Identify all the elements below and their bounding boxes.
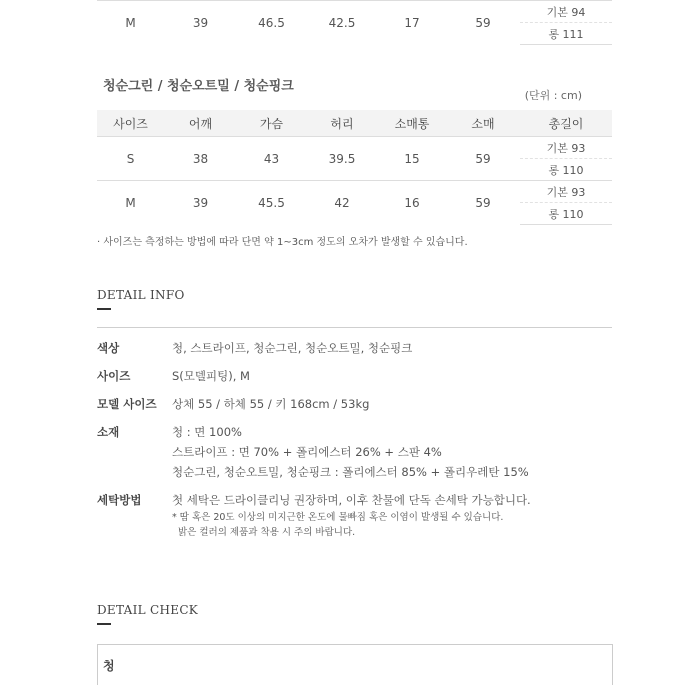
cell-waist: 39.5 xyxy=(306,137,378,181)
header-sleeve-width: 소매통 xyxy=(378,110,446,137)
info-label: 사이즈 xyxy=(97,369,131,383)
header-chest: 가슴 xyxy=(237,110,306,137)
info-value xyxy=(172,422,529,482)
cell-length-long: 롱 110 xyxy=(520,159,612,181)
cell-waist: 42.5 xyxy=(306,1,378,45)
size-table-denim xyxy=(97,0,612,45)
cell-size-m: M xyxy=(97,181,164,225)
cell-sleeve-width: 16 xyxy=(378,181,446,225)
info-value: S(모델피팅), M xyxy=(172,369,250,383)
cell-chest: 43 xyxy=(237,137,306,181)
header-shoulder: 어깨 xyxy=(164,110,237,137)
cell-sleeve: 59 xyxy=(446,181,520,225)
info-label: 세탁방법 xyxy=(97,493,142,507)
cell-size-m: M xyxy=(97,1,164,45)
size-note: · 사이즈는 측정하는 방법에 따라 단면 약 1~3cm 정도의 오차가 발생할 수 있습니다. xyxy=(97,237,468,248)
info-label: 모델 사이즈 xyxy=(97,397,157,411)
detail-check-heading: DETAIL CHECK xyxy=(97,603,199,617)
cell-sleeve-width: 17 xyxy=(378,1,446,45)
cell-shoulder: 38 xyxy=(164,137,237,181)
wash-note: 밝은 컬러의 제품과 착용 시 주의 바랍니다. xyxy=(178,527,356,538)
unit-label: (단위 : cm) xyxy=(524,89,582,102)
header-size: 사이즈 xyxy=(97,110,164,137)
cell-length-basic: 기본 94 xyxy=(520,1,612,23)
material-line: 청순그린, 청순오트밀, 청순핑크 : 폴리에스터 85% + 폴리우레탄 15% xyxy=(172,465,529,479)
cell-shoulder: 39 xyxy=(164,181,237,225)
cell-length-long: 롱 110 xyxy=(520,203,612,225)
cell-sleeve: 59 xyxy=(446,1,520,45)
cell-sleeve-width: 15 xyxy=(378,137,446,181)
heading-underline xyxy=(97,623,111,625)
cell-waist: 42 xyxy=(306,181,378,225)
heading-underline xyxy=(97,308,111,310)
header-length: 총길이 xyxy=(520,110,612,137)
detail-info-heading: DETAIL INFO xyxy=(97,288,185,302)
size-table-color xyxy=(97,110,612,225)
detail-check-table xyxy=(97,644,613,685)
cell-chest: 45.5 xyxy=(237,181,306,225)
info-row-material xyxy=(97,422,612,482)
info-row-model xyxy=(97,394,612,414)
cell-shoulder: 39 xyxy=(164,1,237,45)
info-row-size xyxy=(97,366,612,386)
cell-chest: 46.5 xyxy=(237,1,306,45)
header-sleeve: 소매 xyxy=(446,110,520,137)
info-row-wash xyxy=(97,490,612,540)
cell-sleeve: 59 xyxy=(446,137,520,181)
detail-info-list xyxy=(97,338,612,548)
wash-note: * 땀 혹은 20도 이상의 미지근한 온도에 물빠짐 혹은 이염이 발생될 수 있습니다. xyxy=(172,512,504,523)
info-row-color xyxy=(97,338,612,358)
material-line: 청 : 면 100% xyxy=(172,425,242,439)
info-value: 청, 스트라이프, 청순그린, 청순오트밀, 청순핑크 xyxy=(172,341,413,355)
section-divider xyxy=(97,327,612,328)
info-value xyxy=(172,490,531,540)
cell-size-s: S xyxy=(97,137,164,181)
info-label: 색상 xyxy=(97,341,120,355)
info-value: 상체 55 / 하체 55 / 키 168cm / 53kg xyxy=(172,397,370,411)
material-line: 스트라이프 : 면 70% + 폴리에스터 26% + 스판 4% xyxy=(172,445,442,459)
header-waist: 허리 xyxy=(306,110,378,137)
info-label: 소재 xyxy=(97,425,120,439)
cell-length-basic: 기본 93 xyxy=(520,181,612,203)
wash-main: 첫 세탁은 드라이클리닝 권장하며, 이후 찬물에 단독 손세탁 가능합니다. xyxy=(172,493,531,507)
cell-length-basic: 기본 93 xyxy=(520,137,612,159)
cell-length-long: 롱 111 xyxy=(520,23,612,45)
detail-check-item-label: 청 xyxy=(103,659,115,673)
table-subtitle: 청순그린 / 청순오트밀 / 청순핑크 xyxy=(103,79,294,94)
